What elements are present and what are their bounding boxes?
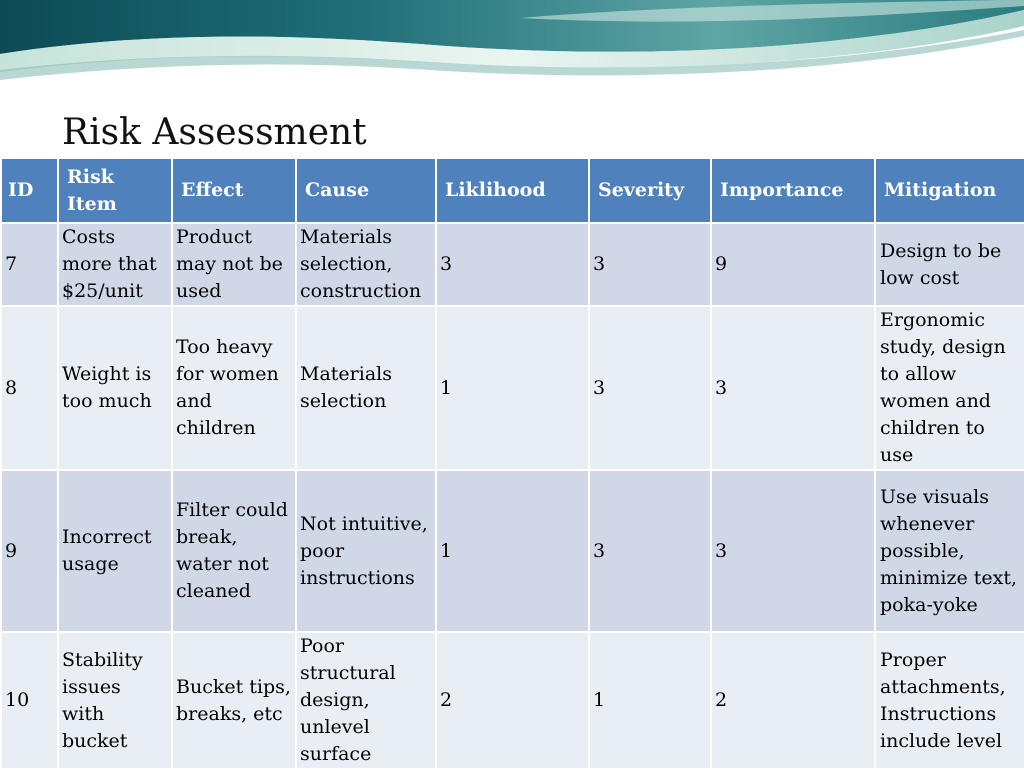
cell-mitigation: Proper attachments, Instructions include level — [875, 632, 1024, 769]
header-effect: Effect — [172, 158, 296, 223]
cell-risk-item: Stability issues with bucket — [58, 632, 172, 769]
cell-importance: 3 — [711, 306, 875, 470]
cell-risk-item: Incorrect usage — [58, 470, 172, 632]
header-id: ID — [1, 158, 58, 223]
cell-mitigation: Design to be low cost — [875, 223, 1024, 306]
cell-effect: Product may not be used — [172, 223, 296, 306]
cell-severity: 1 — [589, 632, 711, 769]
table-row — [1, 470, 1024, 632]
cell-severity: 3 — [589, 470, 711, 632]
cell-effect: Bucket tips, breaks, etc — [172, 632, 296, 769]
risk-assessment-table — [0, 157, 1024, 770]
cell-cause: Materials selection — [296, 306, 436, 470]
cell-likelihood: 1 — [436, 306, 589, 470]
header-mitigation: Mitigation — [875, 158, 1024, 223]
cell-likelihood: 2 — [436, 632, 589, 769]
cell-cause: Poor structural design, unlevel surface — [296, 632, 436, 769]
cell-likelihood: 1 — [436, 470, 589, 632]
table-header-row — [1, 158, 1024, 223]
cell-likelihood: 3 — [436, 223, 589, 306]
cell-cause: Not intuitive, poor instructions — [296, 470, 436, 632]
table-row — [1, 632, 1024, 769]
cell-risk-item: Costs more that $25/unit — [58, 223, 172, 306]
cell-importance: 2 — [711, 632, 875, 769]
cell-mitigation: Use visuals whenever possible, minimize text, poka-yoke — [875, 470, 1024, 632]
table-row — [1, 223, 1024, 306]
header-importance: Importance — [711, 158, 875, 223]
cell-id: 10 — [1, 632, 58, 769]
header-cause: Cause — [296, 158, 436, 223]
cell-importance: 3 — [711, 470, 875, 632]
header-severity: Severity — [589, 158, 711, 223]
cell-importance: 9 — [711, 223, 875, 306]
header-risk-item: Risk Item — [58, 158, 172, 223]
cell-effect: Too heavy for women and children — [172, 306, 296, 470]
cell-mitigation: Ergonomic study, design to allow women and children to use — [875, 306, 1024, 470]
slide-title: Risk Assessment — [62, 112, 367, 153]
cell-effect: Filter could break, water not cleaned — [172, 470, 296, 632]
table-row — [1, 306, 1024, 470]
cell-severity: 3 — [589, 306, 711, 470]
cell-id: 9 — [1, 470, 58, 632]
cell-severity: 3 — [589, 223, 711, 306]
header-likelihood: Liklihood — [436, 158, 589, 223]
cell-risk-item: Weight is too much — [58, 306, 172, 470]
banner-wave-decoration — [0, 0, 1024, 80]
cell-id: 7 — [1, 223, 58, 306]
cell-id: 8 — [1, 306, 58, 470]
cell-cause: Materials selection, construction — [296, 223, 436, 306]
